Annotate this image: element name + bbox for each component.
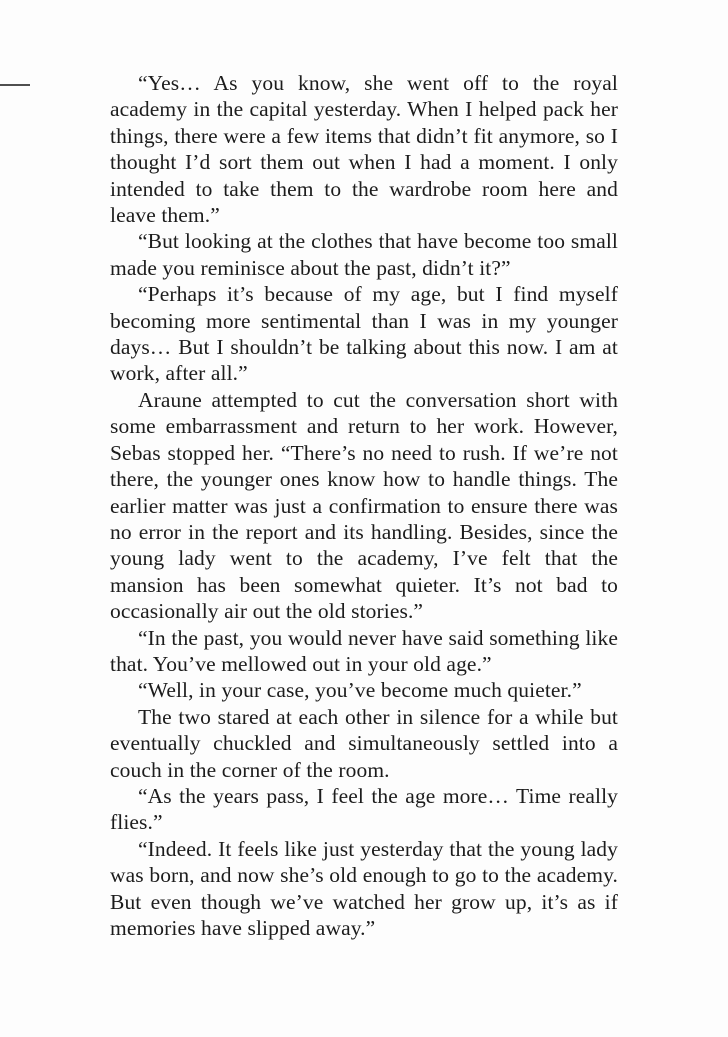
- paragraph: Araune attempted to cut the conversation short with some embarrassment and return to her work. However, Sebas stopped her. “There’s no need to rush. If we’re not there, the younger ones know how to handle things. The earlier matter was just a confirmation to ensure there was no error in the report and its handling. Besides, since the young lady went to the academy, I’ve felt that the mansion has been somewhat quieter. It’s not bad to occasionally air out the old stories.”: [110, 387, 618, 624]
- paragraph: The two stared at each other in silence for a while but eventually chuckled and simultaneously settled into a couch in the corner of the room.: [110, 704, 618, 782]
- page-text-block: [110, 70, 618, 941]
- paragraph: “Indeed. It feels like just yesterday that the young lady was born, and now she’s old enough to go to the academy. But even though we’ve watched her grow up, it’s as if memories have slipped away.”: [110, 836, 618, 940]
- page-edge-marker-line: [0, 84, 30, 86]
- paragraph: “As the years pass, I feel the age more… Time really flies.”: [110, 783, 618, 835]
- paragraph: “Well, in your case, you’ve become much quieter.”: [138, 678, 582, 703]
- paragraph: “In the past, you would never have said something like that. You’ve mellowed out in your old age.”: [110, 625, 618, 676]
- paragraph: “Perhaps it’s because of my age, but I find myself becoming more sentimental than I was in my younger days… But I shouldn’t be talking about this now. I am at work, after all.”: [110, 282, 618, 386]
- paragraph: “But looking at the clothes that have become too small made you reminisce about the past, didn’t it?”: [110, 229, 618, 280]
- paragraph: “Yes… As you know, she went off to the royal academy in the capital yesterday. When I helped pack her things, there were a few items that didn’t fit anymore, so I thought I’d sort them out when I had a moment. I only intended to take them to the wardrobe room here and leave them.”: [110, 71, 618, 228]
